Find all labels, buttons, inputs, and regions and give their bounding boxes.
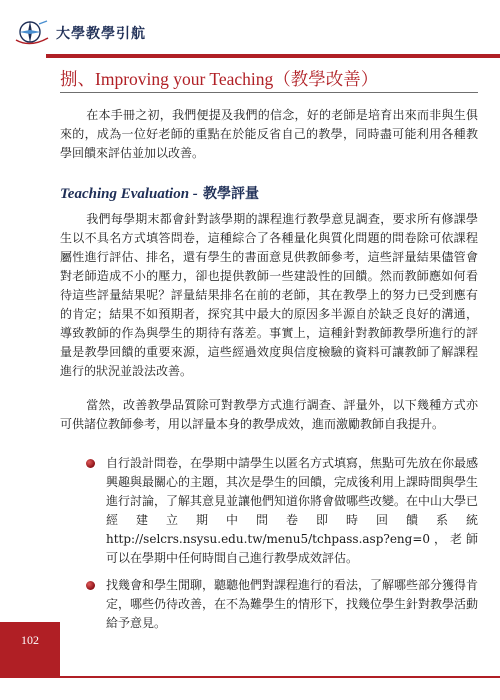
bullet-icon bbox=[86, 459, 95, 468]
chapter-title: 捌、Improving your Teaching（教學改善） bbox=[60, 69, 379, 89]
footer-divider bbox=[60, 676, 500, 678]
section-heading-zh: 教學評量 bbox=[203, 186, 260, 202]
book-title: 大學教學引航 bbox=[56, 26, 146, 42]
evaluation-text: 我們每學期末都會針對該學期的課程進行教學意見調查，要求所有修課學生以不具名方式填答問卷，這種綜合了各種量化與質化問題的問卷除可依課程屬性進行評估、排名，還有學生的書面意見供教師參考，這些評量結果儘管會對老師造成不小的壓力，卻也提供教師一些建設性的回饋。然而教師應如何看待這些評量結果呢？評量結果排名在前的老師，其在教學上的努力已受到應有的肯定；結果不如預期者，探究其中最大的原因多半源自於缺乏良好的溝通，導致教師的作為與學生的期待有落差。事實上，這種針對教師教學所進行的評量是教學回饋的重要來源，這些經過效度與信度檢驗的資料可讓教師了解課程進行的狀況並設法改善。 bbox=[60, 212, 478, 378]
suggestion-list bbox=[86, 454, 478, 641]
methods-text: 當然，改善教學品質除可對教學方式進行調查、評量外，以下幾種方式亦可供諸位教師參考，用以評量本身的教學成效，進而激勵教師自我提升。 bbox=[60, 398, 478, 431]
list-item-text: 自行設計問卷，在學期中請學生以匿名方式填寫，焦點可先放在你最感興趣與最關心的主題，其次是學生的回饋，完成後利用上課時間與學生進行討論，了解其意見並讓他們知道你將會做哪些改變。在中山大學已經建立期中問卷即時回饋系統 http://selcrs.nsysu.edu.tw/menu5/tchpass.asp?eng=0，老師可以在學期中任何時間自己進行教學成效評估。 bbox=[106, 456, 479, 565]
section-heading-en: Teaching Evaluation - bbox=[60, 186, 198, 202]
bullet-icon bbox=[86, 581, 95, 590]
list-item bbox=[86, 454, 478, 568]
list-item-text: 找幾會和學生閒聊，聽聽他們對課程進行的看法，了解哪些部分獲得肯定，哪些仍待改善，在不為難學生的情形下，找幾位學生針對教學活動給予意見。 bbox=[106, 578, 479, 630]
chapter-divider bbox=[60, 92, 478, 93]
page-number: 102 bbox=[21, 633, 39, 647]
methods-paragraph bbox=[60, 396, 478, 434]
header-divider bbox=[46, 54, 500, 58]
intro-paragraph bbox=[60, 106, 478, 163]
section-heading bbox=[60, 183, 259, 203]
evaluation-paragraph bbox=[60, 210, 478, 381]
list-item bbox=[86, 576, 478, 633]
page-header bbox=[0, 0, 500, 58]
page-number-tab bbox=[0, 622, 60, 678]
compass-ship-icon bbox=[14, 18, 50, 46]
intro-text: 在本手冊之初，我們便提及我們的信念，好的老師是培育出來而非與生俱來的，成為一位好老師的重點在於能反省自己的教學，同時盡可能利用各種教學回饋來評估並加以改善。 bbox=[60, 108, 478, 160]
